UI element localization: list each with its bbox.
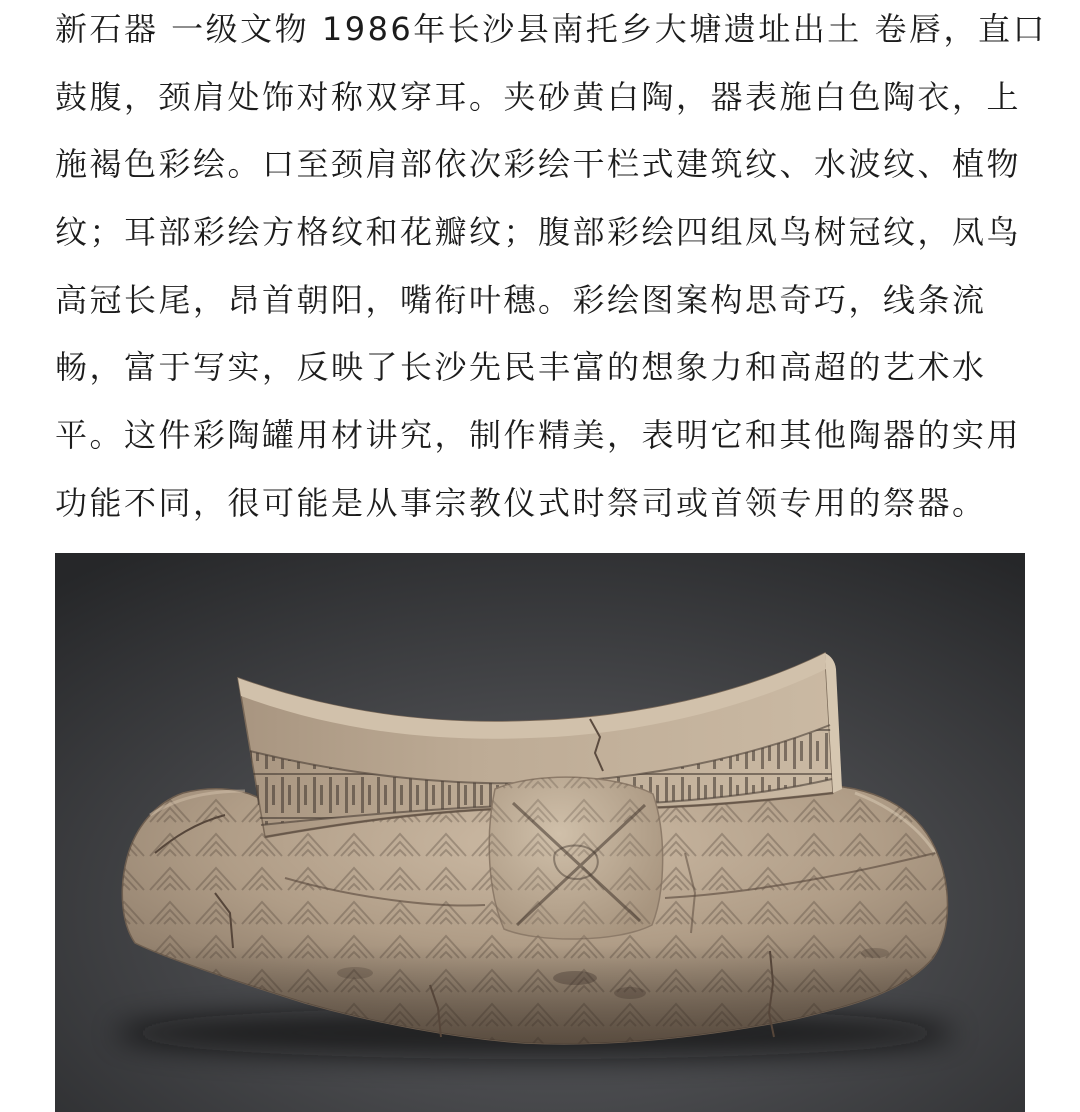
article-text-line: 施褐色彩绘。口至颈肩部依次彩绘干栏式建筑纹、水波纹、植物 (55, 145, 1022, 184)
article-text-line: 新石器 一级文物 1986年长沙县南托乡大塘遗址出土 卷唇，直口 (55, 10, 1047, 48)
jar-lug (489, 777, 662, 939)
article-paragraph (55, 0, 1075, 538)
article-text-line: 鼓腹，颈肩处饰对称双穿耳。夹砂黄白陶，器表施白色陶衣，上 (55, 77, 1022, 116)
artifact-photo[interactable] (55, 553, 1025, 1112)
article-text-line: 高冠长尾，昂首朝阳，嘴衔叶穗。彩绘图案构思奇巧，线条流 (55, 280, 987, 319)
article-text-line: 功能不同，很可能是从事宗教仪式时祭司或首领专用的祭器。 (55, 483, 987, 522)
artifact-photo-image (55, 553, 1025, 1112)
article-text-line: 纹；耳部彩绘方格纹和花瓣纹；腹部彩绘四组凤鸟树冠纹，凤鸟 (55, 213, 1022, 252)
article-text-line: 平。这件彩陶罐用材讲究，制作精美，表明它和其他陶器的实用 (55, 416, 1022, 455)
article-text-line: 畅，富于写实，反映了长沙先民丰富的想象力和高超的艺术水 (55, 348, 987, 387)
